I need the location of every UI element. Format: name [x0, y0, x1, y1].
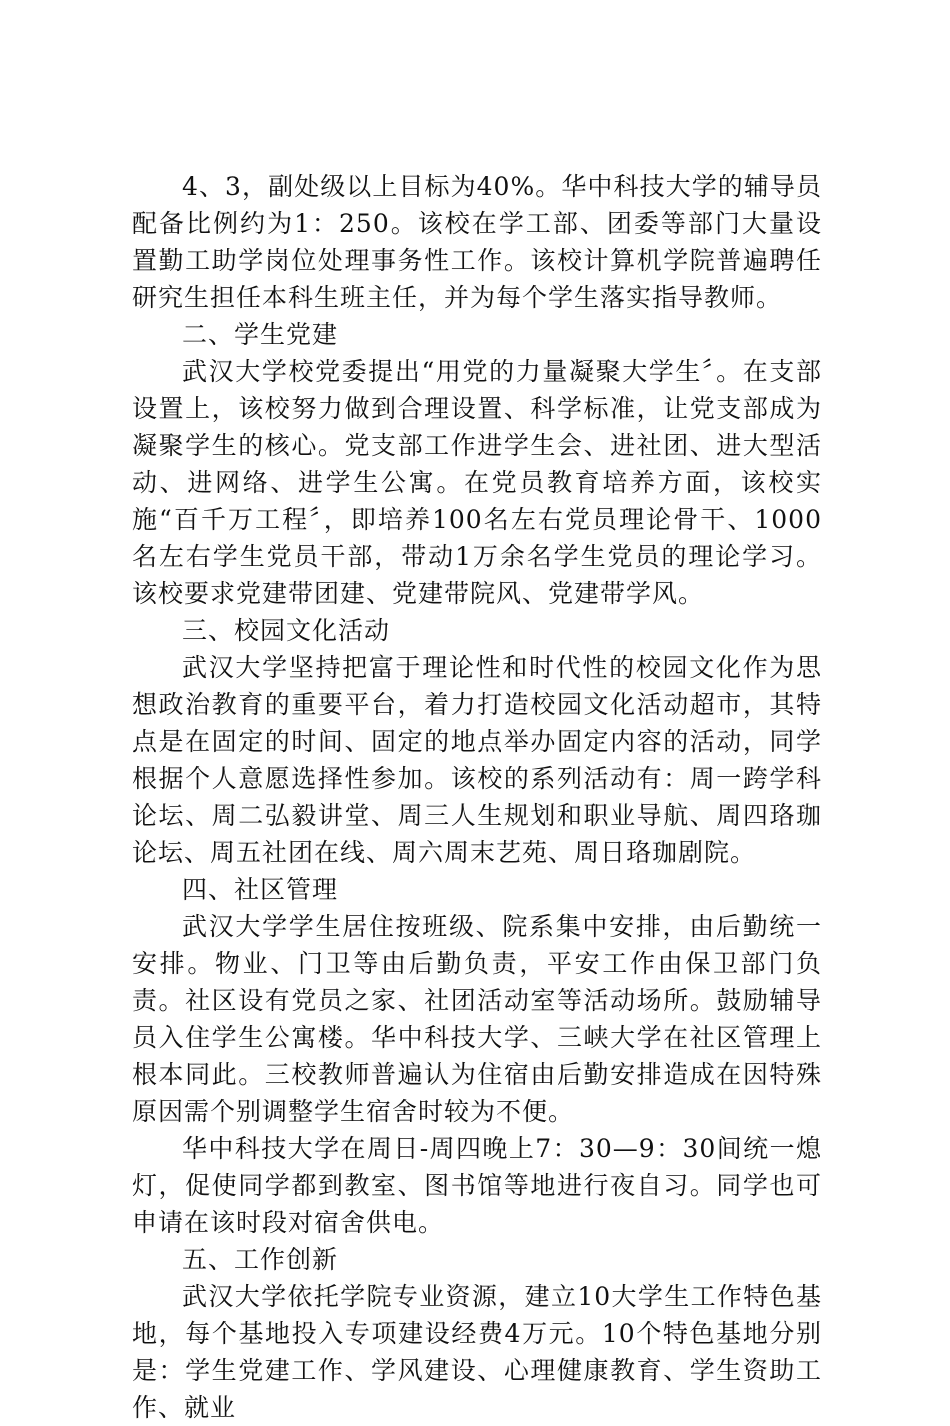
paragraph-staffing: 4、3，副处级以上目标为40%。华中科技大学的辅导员配备比例约为1：250。该校在学工部、团委等部门大量设置勤工助学岗位处理事务性工作。该校计算机学院普遍聘任研究生担任本科生班主任，并为每个学生落实指导教师。	[132, 172, 822, 312]
heading-work-innovation: 五、工作创新	[182, 1245, 339, 1274]
paragraph-campus-culture: 武汉大学坚持把富于理论性和时代性的校园文化作为思想政治教育的重要平台，着力打造校园文化活动超市，其特点是在固定的时间、固定的地点举办固定内容的活动，同学根据个人意愿选择性参加。该校的系列活动有：周一跨学科论坛、周二弘毅讲堂、周三人生规划和职业导航、周四珞珈论坛、周五社团在线、周六周末艺苑、周日珞珈剧院。	[132, 653, 822, 867]
heading-community-management: 四、社区管理	[182, 875, 339, 904]
paragraph-party-building: 武汉大学校党委提出“用党的力量凝聚大学生〞。在支部设置上，该校努力做到合理设置、科学标准，让党支部成为凝聚学生的核心。党支部工作进学生会、进社团、进大型活动、进网络、进学生公寓。在党员教育培养方面，该校实施“百千万工程〞，即培养100名左右党员理论骨干、1000名左右学生党员干部，带动1万余名学生党员的理论学习。该校要求党建带团建、党建带院风、党建带学风。	[132, 357, 822, 608]
heading-party-building: 二、学生党建	[182, 320, 339, 349]
paragraph-community-management: 武汉大学学生居住按班级、院系集中安排，由后勤统一安排。物业、门卫等由后勤负责，平安工作由保卫部门负责。社区设有党员之家、社团活动室等活动场所。鼓励辅导员入住学生公寓楼。华中科技大学、三峡大学在社区管理上根本同此。三校教师普遍认为住宿由后勤安排造成在因特殊原因需个别调整学生宿舍时较为不便。	[132, 912, 822, 1126]
paragraph-work-innovation: 武汉大学依托学院专业资源，建立10大学生工作特色基地，每个基地投入专项建设经费4万元。10个特色基地分别是：学生党建工作、学风建设、心理健康教育、学生资助工作、就业	[132, 1282, 822, 1422]
heading-campus-culture: 三、校园文化活动	[182, 616, 391, 645]
paragraph-lights-out: 华中科技大学在周日-周四晚上7：30—9：30间统一熄灯，促使同学都到教室、图书馆等地进行夜自习。同学也可申请在该时段对宿舍供电。	[132, 1134, 822, 1237]
document-body	[132, 168, 822, 1426]
